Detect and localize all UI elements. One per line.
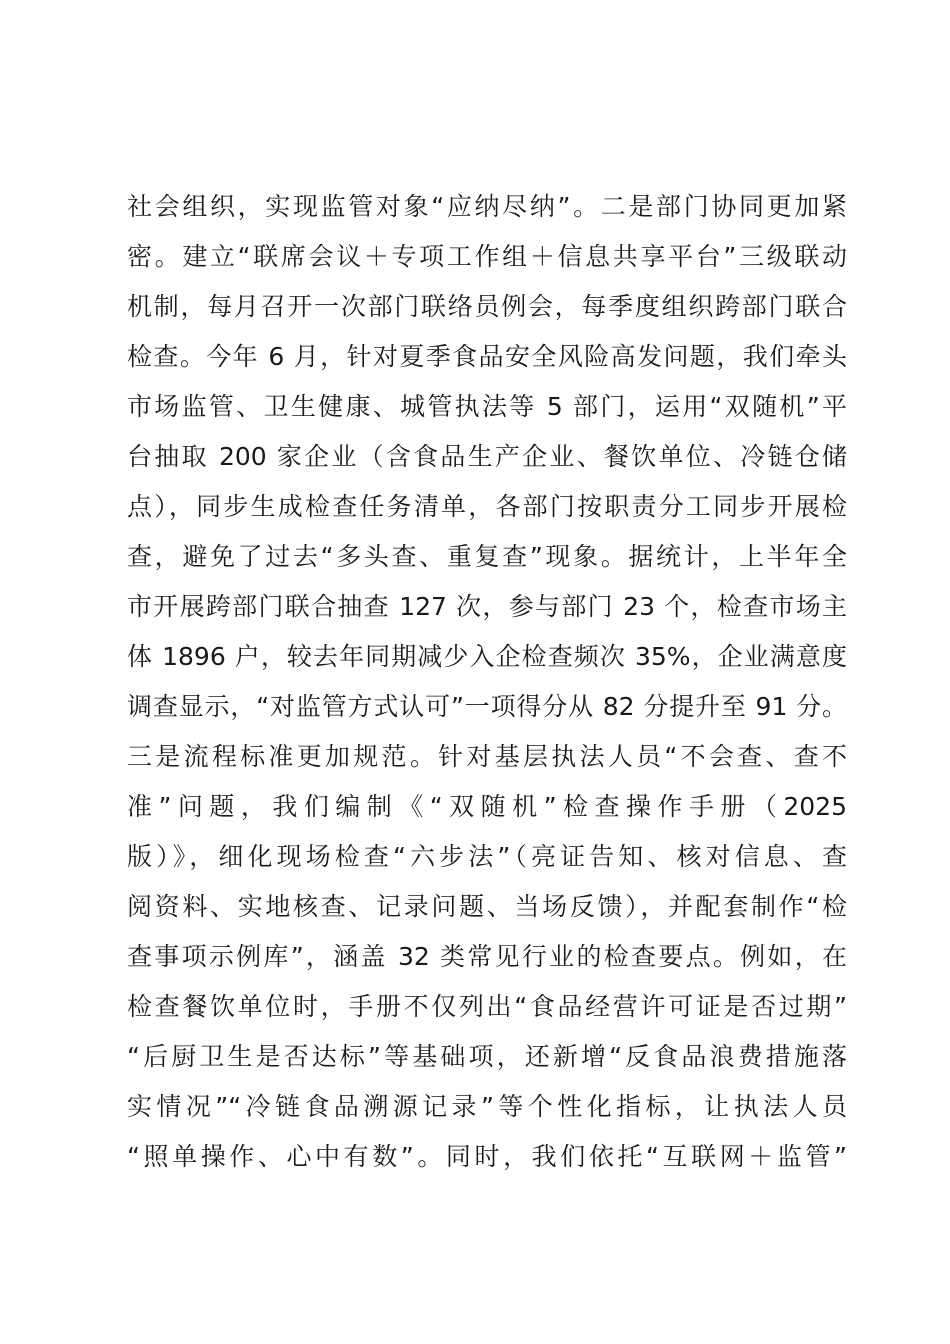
text-line: 检查餐饮单位时，手册不仅列出“食品经营许可证是否过期” <box>127 992 847 1021</box>
text-line: “照单操作、心中有数”。同时，我们依托“互联网＋监管” <box>127 1142 847 1171</box>
text-line: 实情况”“冷链食品溯源记录”等个性化指标，让执法人员 <box>127 1092 847 1121</box>
text-line: 机制，每月召开一次部门联络员例会，每季度组织跨部门联合 <box>127 292 847 321</box>
text-line: 点），同步生成检查任务清单，各部门按职责分工同步开展检 <box>127 492 847 521</box>
text-line: 密。建立“联席会议＋专项工作组＋信息共享平台”三级联动 <box>127 242 847 271</box>
text-line: 三是流程标准更加规范。针对基层执法人员“不会查、查不 <box>127 742 847 771</box>
text-line: 体 1896 户，较去年同期减少入企检查频次 35%，企业满意度 <box>127 642 847 671</box>
text-line: 检查。今年 6 月，针对夏季食品安全风险高发问题，我们牵头 <box>127 342 847 371</box>
text-line: 台抽取 200 家企业（含食品生产企业、餐饮单位、冷链仓储 <box>127 442 847 471</box>
text-line: 社会组织，实现监管对象“应纳尽纳”。二是部门协同更加紧 <box>127 192 847 221</box>
text-line: 市场监管、卫生健康、城管执法等 5 部门，运用“双随机”平 <box>127 392 847 421</box>
text-line: 市开展跨部门联合抽查 127 次，参与部门 23 个，检查市场主 <box>127 592 847 621</box>
text-line: 阅资料、实地核查、记录问题、当场反馈），并配套制作“检 <box>127 892 847 921</box>
text-line: “后厨卫生是否达标”等基础项，还新增“反食品浪费措施落 <box>127 1042 847 1071</box>
body-paragraph <box>127 182 847 1182</box>
text-line: 调查显示，“对监管方式认可”一项得分从 82 分提升至 91 分。 <box>127 692 847 721</box>
text-line: 查事项示例库”，涵盖 32 类常见行业的检查要点。例如，在 <box>127 942 847 971</box>
text-line: 版）》，细化现场检查“六步法”（亮证告知、核对信息、查 <box>127 842 847 871</box>
text-line: 准”问题，我们编制《“双随机”检查操作手册（2025 <box>127 792 847 821</box>
text-line: 查，避免了过去“多头查、重复查”现象。据统计，上半年全 <box>127 542 847 571</box>
